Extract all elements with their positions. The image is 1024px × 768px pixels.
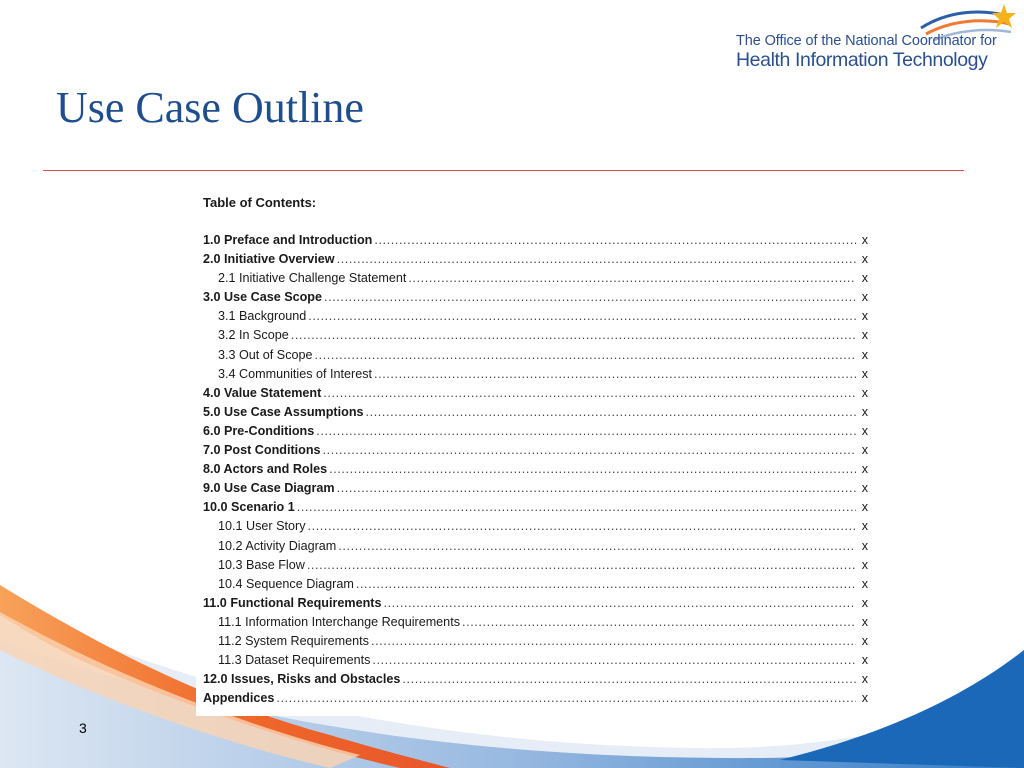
toc-entry-label: 11.0 Functional Requirements [203, 595, 382, 610]
toc-dot-leader [356, 575, 856, 594]
toc-entry-label: 9.0 Use Case Diagram [203, 481, 335, 496]
toc-entry-label: 3.3 Out of Scope [218, 347, 313, 362]
toc-dot-leader [337, 479, 856, 498]
logo-line-2: Health Information Technology [736, 49, 988, 71]
toc-dot-leader [383, 594, 856, 613]
toc-dot-leader [323, 441, 856, 460]
toc-entry-page: x [861, 271, 868, 286]
toc-dot-leader [337, 250, 856, 269]
logo-line-1: The Office of the National Coordinator for [736, 33, 997, 49]
toc-dot-leader [308, 307, 856, 326]
toc-dot-leader [297, 498, 856, 517]
toc-entry-page: x [861, 328, 868, 343]
toc-entry [203, 479, 868, 498]
toc-entry-label: 2.0 Initiative Overview [203, 252, 335, 267]
toc-entry-label: 10.4 Sequence Diagram [218, 576, 354, 591]
toc-entry [203, 422, 868, 441]
toc-entry-label: 5.0 Use Case Assumptions [203, 404, 364, 419]
toc-entry-label: 4.0 Value Statement [203, 385, 322, 400]
toc-entry-label: 11.3 Dataset Requirements [218, 653, 371, 668]
toc-entry-page: x [861, 252, 868, 267]
toc-entry [203, 460, 868, 479]
toc-entry-page: x [861, 557, 868, 572]
toc-entry [203, 403, 868, 422]
toc-entry [203, 346, 868, 365]
toc-entry-page: x [861, 309, 868, 324]
toc-entry [203, 575, 868, 594]
toc-entry [203, 517, 868, 536]
toc-entry [203, 537, 868, 556]
toc-entry-page: x [861, 633, 868, 648]
toc-dot-leader [408, 269, 856, 288]
toc-entry [203, 498, 868, 517]
toc-entry-page: x [861, 595, 868, 610]
toc-entry [203, 231, 868, 250]
toc-entry [203, 307, 868, 326]
toc-heading: Table of Contents: [203, 195, 317, 210]
toc-entry-label: 10.3 Base Flow [218, 557, 305, 572]
toc-entry [203, 269, 868, 288]
toc-entry [203, 689, 868, 708]
toc-entry [203, 288, 868, 307]
toc-dot-leader [402, 670, 856, 689]
toc-entry-page: x [861, 462, 868, 477]
toc-dot-leader [462, 613, 856, 632]
toc-entry-label: 8.0 Actors and Roles [203, 462, 328, 477]
toc-dot-leader [329, 460, 856, 479]
page-number: 3 [79, 720, 87, 736]
toc-entry-page: x [861, 519, 868, 534]
toc-entry [203, 556, 868, 575]
toc-entry-label: 3.1 Background [218, 309, 307, 324]
toc-entry [203, 326, 868, 345]
toc-entry-label: 10.0 Scenario 1 [203, 500, 295, 515]
toc-dot-leader [307, 556, 856, 575]
toc-dot-leader [316, 422, 856, 441]
table-of-contents [196, 186, 878, 716]
toc-entry-label: 12.0 Issues, Risks and Obstacles [203, 672, 401, 687]
toc-dot-leader [324, 288, 856, 307]
toc-entry-label: 11.1 Information Interchange Requirements [218, 614, 460, 629]
toc-entry-label: 7.0 Post Conditions [203, 443, 321, 458]
toc-entry [203, 250, 868, 269]
toc-dot-leader [374, 231, 856, 250]
toc-entry-page: x [861, 366, 868, 381]
toc-dot-leader [308, 517, 857, 536]
toc-entry-label: 10.1 User Story [218, 519, 306, 534]
toc-entry-label: Appendices [203, 691, 275, 706]
toc-entry-page: x [861, 385, 868, 400]
toc-entry [203, 670, 868, 689]
toc-dot-leader [371, 632, 856, 651]
toc-entry [203, 613, 868, 632]
toc-entry [203, 365, 868, 384]
toc-entry-page: x [861, 672, 868, 687]
toc-entry-label: 11.2 System Requirements [218, 633, 369, 648]
toc-entry-page: x [861, 423, 868, 438]
toc-list [203, 231, 868, 708]
toc-dot-leader [291, 326, 856, 345]
toc-entry-label: 10.2 Activity Diagram [218, 538, 337, 553]
toc-entry-page: x [861, 481, 868, 496]
toc-entry-page: x [861, 500, 868, 515]
toc-dot-leader [374, 365, 856, 384]
toc-entry [203, 651, 868, 670]
toc-entry-page: x [861, 576, 868, 591]
toc-entry-page: x [861, 538, 868, 553]
toc-entry [203, 632, 868, 651]
toc-entry-page: x [861, 347, 868, 362]
slide-title: Use Case Outline [56, 83, 364, 132]
toc-entry-page: x [861, 614, 868, 629]
toc-entry-label: 6.0 Pre-Conditions [203, 423, 315, 438]
toc-dot-leader [366, 403, 856, 422]
toc-entry-page: x [861, 404, 868, 419]
toc-entry-label: 3.0 Use Case Scope [203, 290, 323, 305]
toc-entry-label: 3.2 In Scope [218, 328, 289, 343]
toc-entry-label: 3.4 Communities of Interest [218, 366, 372, 381]
toc-dot-leader [372, 651, 856, 670]
toc-entry-page: x [861, 290, 868, 305]
toc-entry-label: 1.0 Preface and Introduction [203, 233, 373, 247]
toc-entry [203, 384, 868, 403]
toc-entry [203, 441, 868, 460]
toc-entry [203, 594, 868, 613]
toc-dot-leader [323, 384, 856, 403]
toc-dot-leader [315, 346, 856, 365]
toc-entry-page: x [861, 691, 868, 706]
onc-logo [736, 0, 1024, 80]
toc-dot-leader [276, 689, 856, 708]
toc-entry-page: x [861, 443, 868, 458]
toc-entry-page: x [861, 233, 868, 247]
toc-entry-page: x [861, 653, 868, 668]
toc-entry-label: 2.1 Initiative Challenge Statement [218, 271, 407, 286]
title-divider [43, 170, 964, 171]
toc-dot-leader [338, 537, 856, 556]
